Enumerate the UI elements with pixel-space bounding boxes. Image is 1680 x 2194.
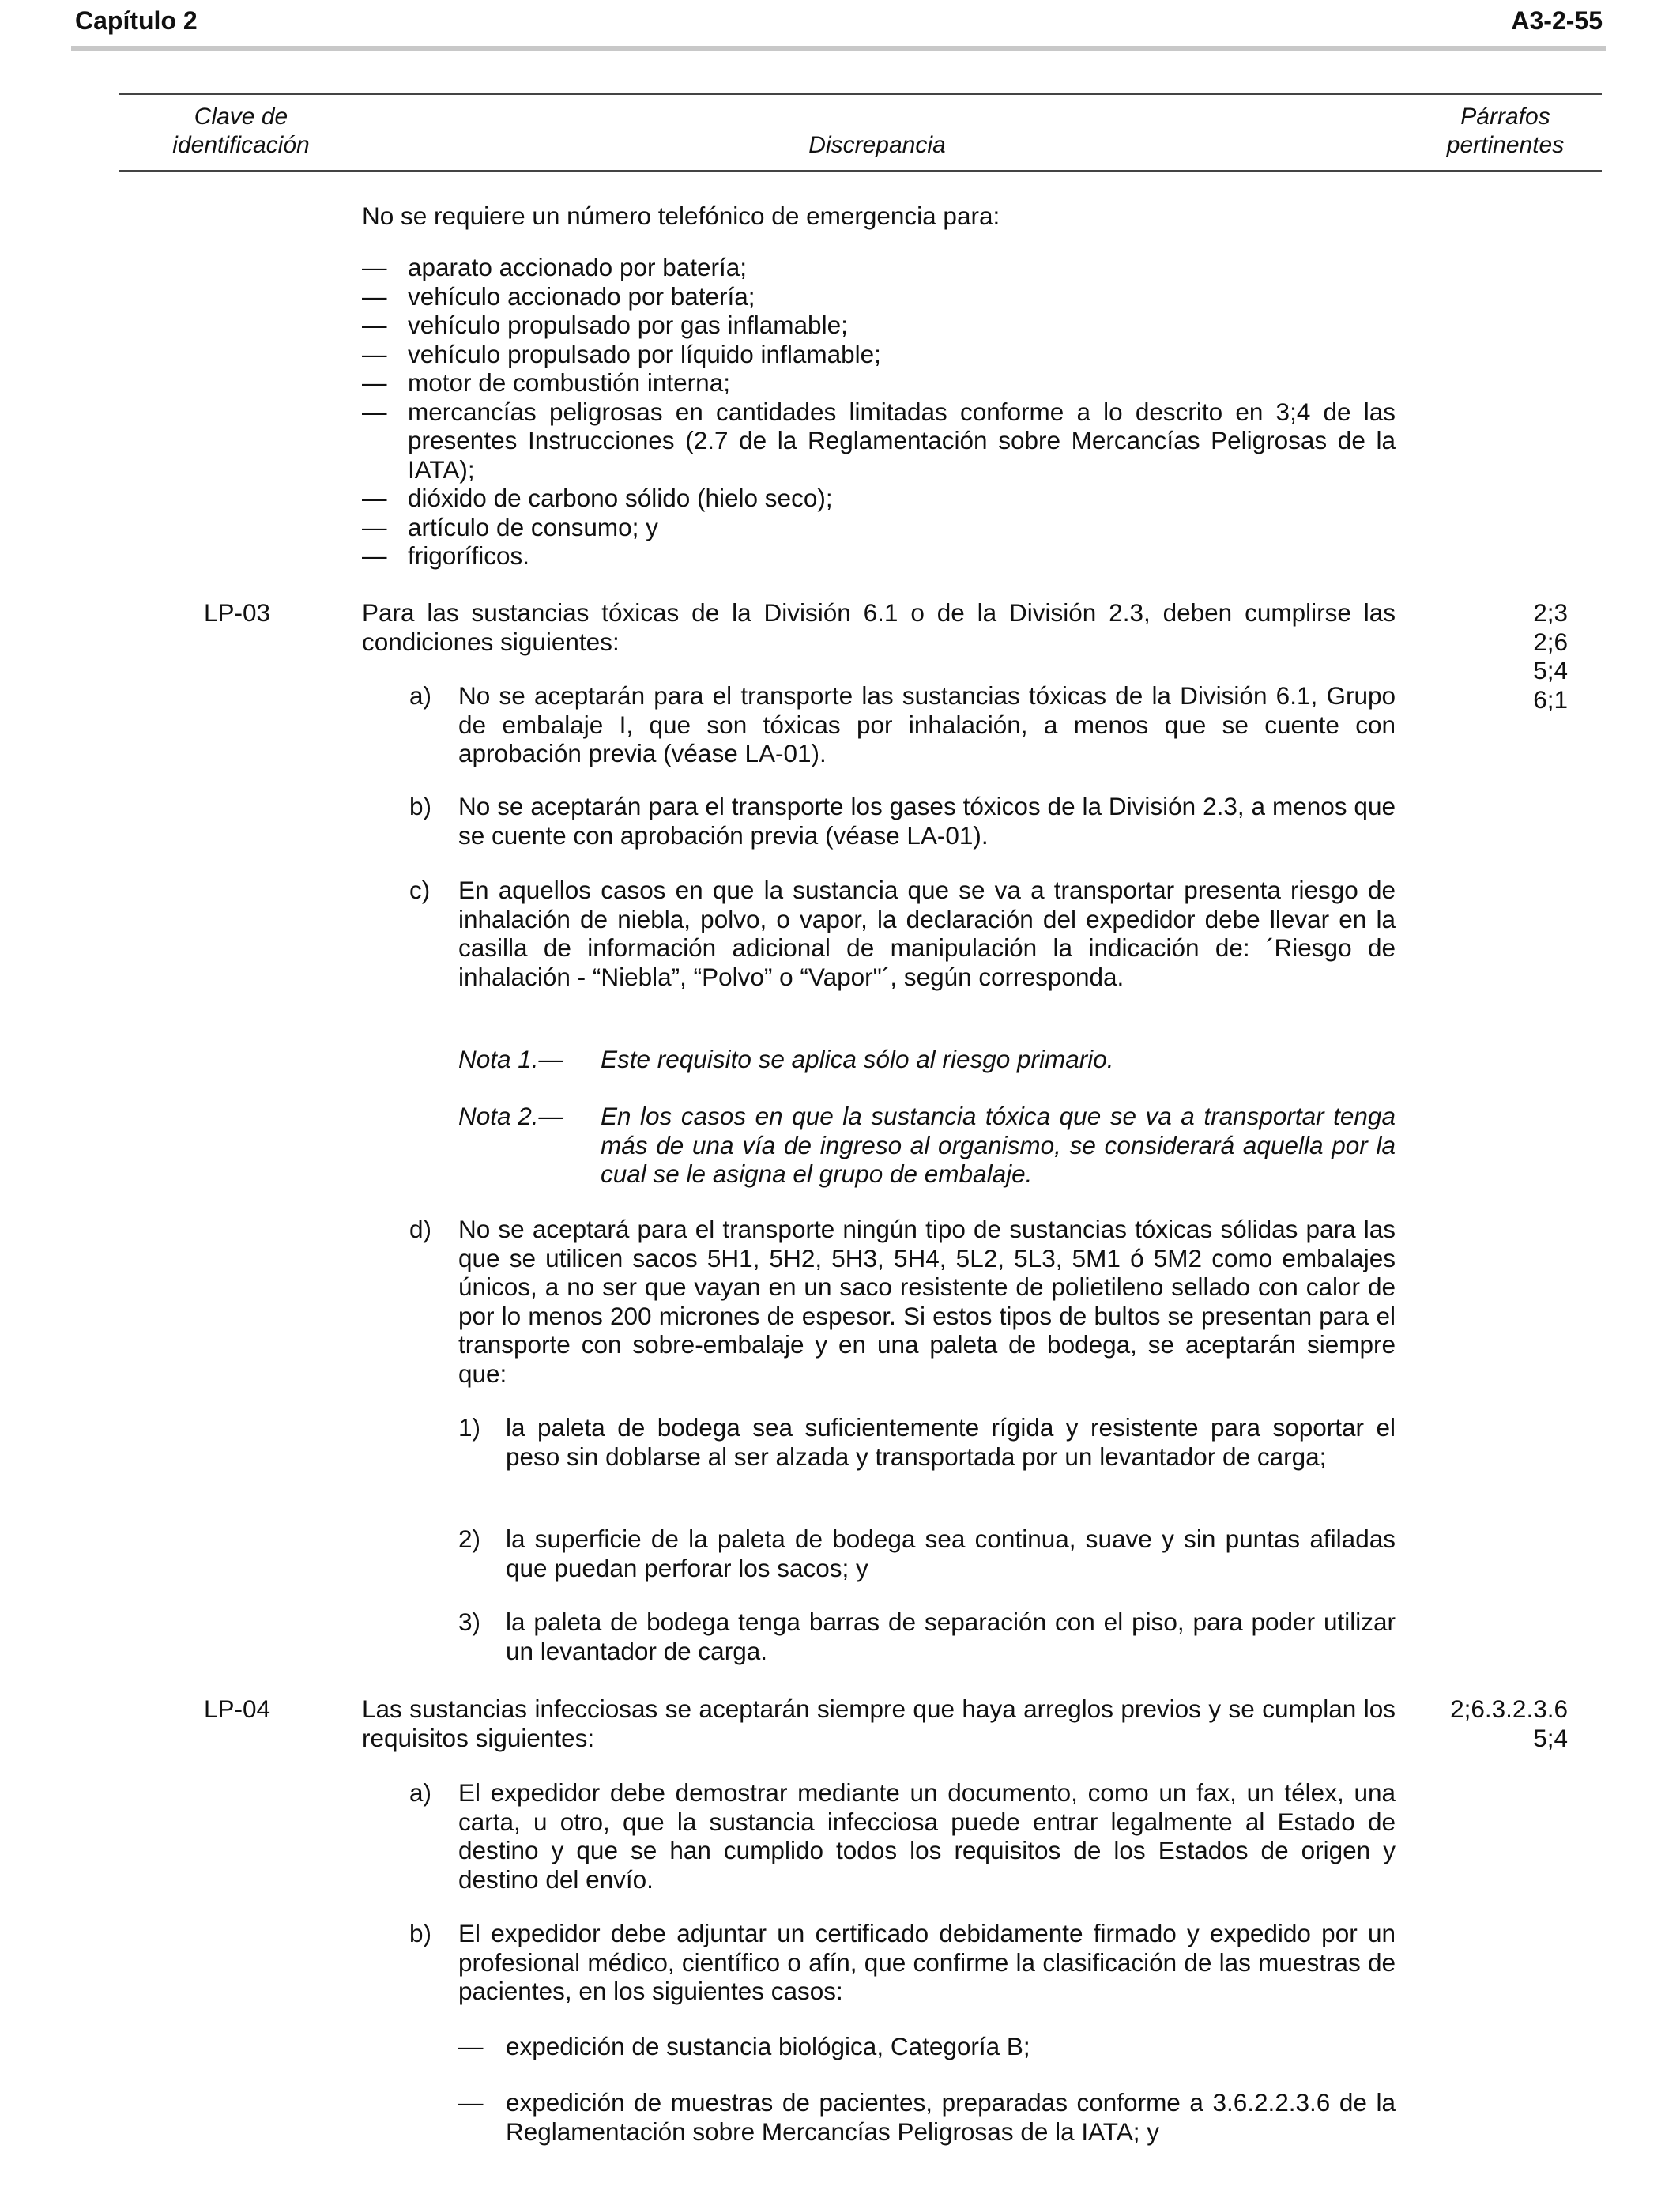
dash: — — [362, 339, 387, 368]
lp03-item-d3 — [458, 1608, 1396, 1665]
ref-item: 2;6.3.2.3.6 — [1450, 1695, 1568, 1723]
list-item — [362, 398, 1396, 484]
lp03-note-1 — [458, 1045, 1396, 1074]
page-number: A3-2-55 — [1511, 6, 1603, 35]
column-header-key-line1: Clave de — [194, 104, 288, 130]
list-item — [362, 484, 1396, 513]
item-text: No se aceptarán para el transporte las sustancias tóxicas de la División 6.1, Grupo de embalaje I, que son tóxicas por inhalación, a menos que se cuente con aprobación previa (véase LA-01). — [458, 681, 1396, 767]
list-item-text: aparato accionado por batería; — [408, 253, 748, 281]
table-top-rule — [119, 93, 1602, 95]
lp04-item-b-dash2 — [458, 2088, 1396, 2146]
dash: — — [362, 541, 387, 570]
lp04-intro: Las sustancias infecciosas se aceptarán siempre que haya arreglos previos y se cumplan los requisitos siguientes: — [362, 1695, 1396, 1752]
item-label: b) — [409, 1919, 432, 1947]
entry-key-lp03: LP-03 — [204, 598, 271, 627]
list-item — [362, 253, 1396, 282]
note-text: En los casos en que la sustancia tóxica que se va a transportar tenga más de una vía de ingreso al organismo, se considerará aquella por la cual se le asigna el grupo de embalaje. — [601, 1102, 1396, 1188]
lp03-item-d1 — [458, 1413, 1396, 1471]
header-rule — [71, 46, 1606, 51]
item-text: En aquellos casos en que la sustancia que se va a transportar presenta riesgo de inhalación de niebla, polvo, o vapor, la declaración del expedidor debe llevar en la casilla de información adicional de manipulación la indicación de: ´Riesgo de inhalación - “Niebla”, “Polvo” o “Vapor"´, según corresponda. — [458, 876, 1396, 991]
column-header-refs-line2: pertinentes — [1446, 132, 1565, 158]
list-item — [362, 311, 1396, 340]
item-label: a) — [409, 681, 432, 710]
item-text: la paleta de bodega tenga barras de separación con el piso, para poder utilizar un levantador de carga. — [506, 1608, 1396, 1665]
list-item — [362, 282, 1396, 311]
dash: — — [458, 2032, 484, 2060]
item-text: No se aceptarán para el transporte los gases tóxicos de la División 2.3, a menos que se cuente con aprobación previa (véase LA-01). — [458, 792, 1396, 850]
lp03-intro: Para las sustancias tóxicas de la División 6.1 o de la División 2.3, deben cumplirse las condiciones siguientes: — [362, 598, 1396, 656]
column-header-refs — [1422, 103, 1588, 160]
entry-key-lp04: LP-04 — [204, 1695, 271, 1723]
note-label: Nota 2.— — [458, 1102, 564, 1130]
dash: — — [362, 512, 387, 541]
column-header-refs-line1: Párrafos — [1460, 104, 1550, 130]
item-text: El expedidor debe adjuntar un certificado debidamente firmado y expedido por un profesional médico, científico o afín, que confirme la clasificación de las muestras de pacientes, en los siguientes casos: — [458, 1919, 1396, 2005]
dash: — — [362, 253, 387, 281]
lp03-item-d — [409, 1215, 1396, 1388]
item-text: la paleta de bodega sea suficientemente rígida y resistente para soportar el peso sin doblarse al ser alzada y transportada por un levantador de carga; — [506, 1413, 1396, 1471]
item-label: 1) — [458, 1413, 481, 1442]
item-label: 2) — [458, 1525, 481, 1553]
note-text: Este requisito se aplica sólo al riesgo primario. — [601, 1045, 1114, 1073]
list-item-text: artículo de consumo; y — [408, 512, 658, 541]
ref-item: 6;1 — [1533, 684, 1568, 714]
lp03-note-2 — [458, 1102, 1396, 1189]
ref-item: 2;3 — [1533, 598, 1568, 627]
lp03-item-a — [409, 681, 1396, 768]
list-item-text: motor de combustión interna; — [408, 368, 730, 397]
lp04-item-b-dash1 — [458, 2032, 1396, 2061]
lp03-item-c — [409, 876, 1396, 991]
item-text: expedición de muestras de pacientes, preparadas conforme a 3.6.2.2.3.6 de la Reglamentación sobre Mercancías Peligrosas de la IATA; y — [506, 2088, 1396, 2146]
table-header-rule — [119, 170, 1602, 172]
item-text: No se aceptará para el transporte ningún tipo de sustancias tóxicas sólidas para las que se utilicen sacos 5H1, 5H2, 5H3, 5H4, 5L2, 5L3, 5M1 ó 5M2 como embalajes únicos, a no ser que vayan en un saco resistente de polietileno sellado con calor de por lo menos 200 micrones de espesor. Si estos tipos de bultos se presentan para el transporte con sobre-embalaje y en una paleta de bodega, se aceptarán siempre que: — [458, 1215, 1396, 1388]
entry-refs-lp03 — [1410, 598, 1568, 714]
item-text: la superficie de la paleta de bodega sea continua, suave y sin puntas afiladas que puedan perforar los sacos; y — [506, 1525, 1396, 1582]
dash: — — [362, 397, 387, 426]
list-item-text: frigoríficos. — [408, 541, 530, 570]
ref-item: 2;6 — [1533, 627, 1568, 656]
column-header-key-line2: identificación — [172, 132, 310, 158]
lp03-item-d2 — [458, 1525, 1396, 1582]
list-item — [362, 541, 1396, 571]
ref-item: 5;4 — [1533, 1723, 1568, 1752]
ref-item: 5;4 — [1533, 656, 1568, 684]
note-label: Nota 1.— — [458, 1045, 564, 1073]
list-item-text: dióxido de carbono sólido (hielo seco); — [408, 484, 833, 512]
list-item-text: mercancías peligrosas en cantidades limitadas conforme a lo descrito en 3;4 de las presentes Instrucciones (2.7 de la Reglamentación sobre Mercancías Peligrosas de la IATA); — [408, 397, 1396, 484]
intro-text: No se requiere un número telefónico de emergencia para: — [362, 202, 1000, 230]
dash: — — [362, 311, 387, 339]
list-item — [362, 340, 1396, 369]
dash: — — [362, 368, 387, 397]
entry-refs-lp04 — [1410, 1695, 1568, 1752]
column-header-discrepancy: Discrepancia — [808, 132, 946, 158]
item-text: El expedidor debe demostrar mediante un documento, como un fax, un télex, una carta, u otro, que la sustancia infecciosa puede entrar legalmente al Estado de destino y que se han cumplido todos los requisitos de los Estados de origen y destino del envío. — [458, 1778, 1396, 1894]
item-label: c) — [409, 876, 431, 904]
item-label: a) — [409, 1778, 432, 1807]
column-header-key — [142, 103, 340, 160]
dash: — — [458, 2088, 484, 2117]
item-label: 3) — [458, 1608, 481, 1636]
item-label: d) — [409, 1215, 432, 1243]
list-item-text: vehículo accionado por batería; — [408, 281, 755, 311]
lp04-item-a — [409, 1778, 1396, 1894]
list-item — [362, 368, 1396, 398]
lp04-item-b — [409, 1919, 1396, 2006]
item-text: expedición de sustancia biológica, Categoría B; — [506, 2032, 1030, 2060]
dash: — — [362, 281, 387, 311]
item-label: b) — [409, 792, 432, 820]
list-item-text: vehículo propulsado por líquido inflamable; — [408, 339, 881, 368]
intro-list — [362, 253, 1396, 571]
dash: — — [362, 484, 387, 512]
lp03-item-b — [409, 792, 1396, 850]
list-item — [362, 513, 1396, 542]
list-item-text: vehículo propulsado por gas inflamable; — [408, 311, 848, 339]
chapter-title: Capítulo 2 — [75, 6, 198, 35]
